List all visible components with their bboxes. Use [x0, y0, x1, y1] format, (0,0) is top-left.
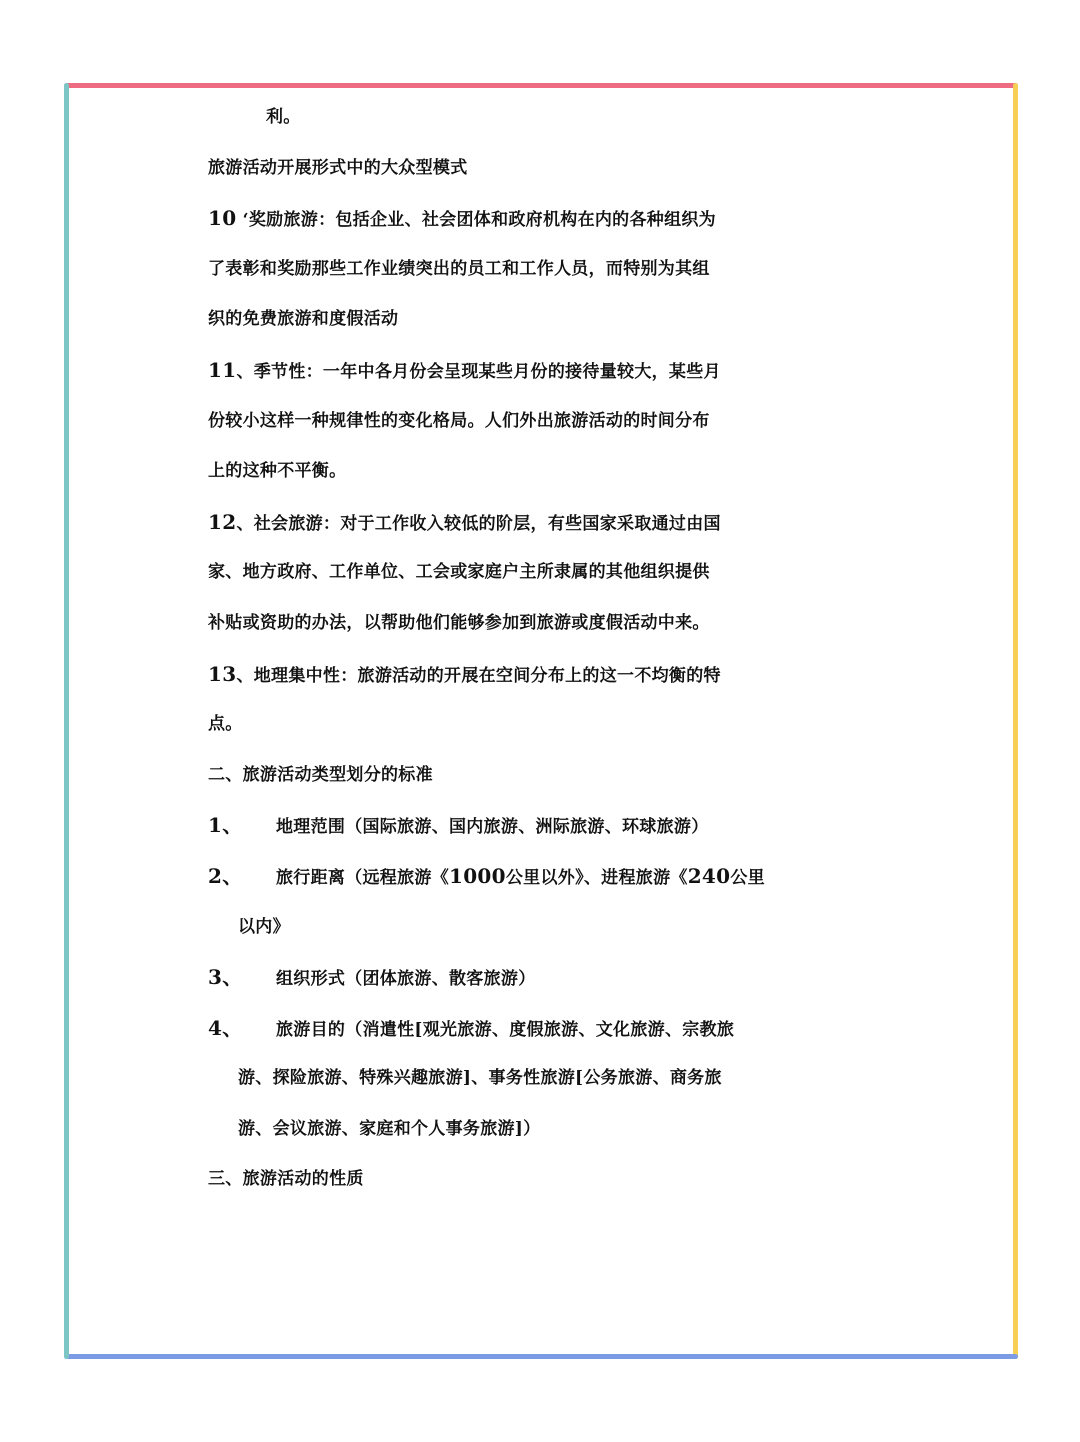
text-line: 上的这种不平衡。 — [208, 461, 347, 482]
list-item-continuation: 游、探险旅游、特殊兴趣旅游]、事务性旅游[公务旅游、商务旅 — [238, 1068, 722, 1089]
text-line: 份较小这样一种规律性的变化格局。人们外出旅游活动的时间分布 — [208, 410, 710, 431]
text-line: 利。 — [266, 107, 301, 127]
text-line: 点。 — [208, 714, 243, 735]
text-line: 10 ‘奖励旅游：包括企业、社会团体和政府机构在内的各种组织为 — [208, 206, 716, 231]
text-line: 家、地方政府、工作单位、工会或家庭户主所隶属的其他组织提供 — [208, 562, 710, 583]
list-item: 3、 组织形式（团体旅游、散客旅游） — [208, 965, 536, 990]
text-line: 12、社会旅游：对于工作收入较低的阶层，有些国家采取通过由国 — [208, 509, 721, 534]
section-heading: 三、旅游活动的性质 — [208, 1169, 364, 1190]
text-line: 了表彰和奖励那些工作业绩突出的员工和工作人员，而特别为其组 — [208, 258, 710, 279]
document-body — [208, 100, 872, 1213]
text-line: 13、地理集中性：旅游活动的开展在空间分布上的这一不均衡的特 — [208, 661, 721, 686]
list-item: 1、 地理范围（国际旅游、国内旅游、洲际旅游、环球旅游） — [208, 813, 709, 838]
text-line: 旅游活动开展形式中的大众型模式 — [208, 157, 468, 178]
text-line: 补贴或资助的办法，以帮助他们能够参加到旅游或度假活动中来。 — [208, 612, 710, 633]
text-line: 织的免费旅游和度假活动 — [208, 309, 399, 330]
frame-right-border — [1013, 83, 1018, 1359]
list-item: 4、 旅游目的（消遣性[观光旅游、度假旅游、文化旅游、宗教旅 — [208, 1015, 735, 1040]
list-item: 2、 旅行距离（远程旅游《1000公里以外》、进程旅游《240公里 — [208, 863, 765, 888]
text-line: 11、季节性：一年中各月份会呈现某些月份的接待量较大，某些月 — [208, 357, 721, 382]
frame-bottom-border — [64, 1354, 1018, 1359]
list-item-continuation: 游、会议旅游、家庭和个人事务旅游]） — [238, 1118, 541, 1139]
section-heading: 二、旅游活动类型划分的标准 — [208, 764, 433, 785]
frame-left-border — [64, 83, 69, 1359]
list-item-continuation: 以内》 — [238, 916, 290, 937]
frame-top-border — [64, 83, 1018, 88]
